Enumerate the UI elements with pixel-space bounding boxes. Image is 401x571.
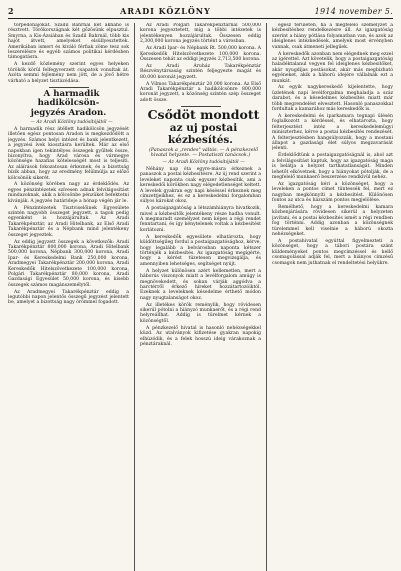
paragraph: A harmadik rész átéllett hadikölcsön jegyzését illetően egész pontosan Aradon is megkezdődött a jegyzés. Számos helyi intézet és bank jelentkezett, a jegyzési ívek kiosztásra kerültek. Már az első napokban igen tekintélyes összegek gyűltek össze, bizonyítva, hogy Arad városa és vármegye közönsége hazafias kötelességét most is teljesíti. Az aláírások fokozatosan érkeznek, és a bizottság bízik abban, hogy az eredmény felülmúlja az előző kölcsönök sikerét.: [8, 126, 129, 181]
paragraph: torpedóhajókat. Szadil Bahrnál két aknahó is résztvett. Törökországnak két gőzösünk elpusztul. Smyrna, a Kis-Ázsiában és Szadil Bahrnál, több kis hajót átvett, amelyeket elsüllyesztettek. Amerikában ismert és kiváló férfiak zöme tesz sok leszerelésre és egyéb számos politikai kérdésben támogatásra.: [8, 23, 129, 61]
columns: [8, 23, 393, 571]
issue-date: 1914 november 5.: [314, 7, 393, 16]
headline-line-2: jegyzés Aradon.: [30, 107, 107, 118]
paragraph: Az eddig jegyzett összegek a következők: Aradi Takarékpénztár 800,000 korona, Aradi Hitelbank 500,000 korona, Népbank 300,000 korona, Aradi Ipar- és Kereskedelmi Bank 250,000 korona, Aradmegyei Takarékpénztár 200,000 korona, Aradi Kereskedők Hitelszövetkezete 100,000 korona, Polgári Takarékpénztár 80,000 korona, Aradi Gazdasági Egyesület 50,000 korona, és kisebb összegek számos magánszemélytől.: [8, 239, 129, 288]
paragraph: A pénzkezelő hivatal is hasonló nehézségekkel küzd. Az utalványok kifizetése gyakran napokig elhúzódik, és a felek hosszú ideig várakoznak a pénztáraknál.: [140, 325, 261, 347]
masthead: [8, 6, 393, 19]
paragraph: A kereskedelmi és iparkamara tegnapi ülésén foglalkozott a kérdéssel, és elhatározta, hogy felterjesztést intéz a kereskedelemügyi miniszterhez, kérve a postai kézbesítés rendezését. A felterjesztésben hangsúlyozzák, hogy a mostani állapot a gazdasági élet súlyos megzavarását jelenti.: [272, 114, 393, 152]
column-3: [272, 23, 393, 571]
paragraph: A Pénzintézetek Tisztviselőinek Egyesülete szintén nagyobb összeget jegyzett, a tagok pedig egyenként is hozzájárultak. Az Aradi Takarékpénztár, az Aradi Hitelbank, az Első Aradi Takarékpénztár és a Népbank mind jelentékeny összeget jegyeztek.: [8, 205, 129, 238]
paragraph: Az Aradi Áruház Takarékpénztár Részvénytársaság szintén feljegyezte magát és 80,000 koronát jegyzett.: [140, 63, 261, 80]
column-rule: [266, 23, 267, 571]
byline: — Az Aradi Közlöny tudósítójától —: [162, 160, 245, 165]
column-rule: [134, 23, 135, 571]
paragraph: A kezdő közlemény szerint egyes helyeken törökök körül felfegyverzett csapatok vonultak át. Azóta semmi fejlemény nem jött, de a jövő hétre várható a helyzet tisztázódása.: [8, 62, 129, 84]
article-divider: [49, 87, 89, 88]
paragraph: A Vilmos Takarékpénztár 20,000 korona. Az Első Aradi Takarékpénztár a hadikölcsönre 800,000 koronát jegyzett, a közönség szintén szép összeget adott össze.: [140, 81, 261, 103]
paragraph: A postaigazgatóság a létszámhiányra hivatkozik, mivel a kézbesítők jelentékeny része hadba vonult. A megmaradt személyzet nem képes a régi rendet fenntartani, és így kénytelenek voltak a kézbesítést korlátozni.: [140, 206, 261, 233]
column-2: [140, 23, 261, 571]
column-1: [8, 23, 129, 571]
paragraph: Az Aradi Polgári Takarékpénztárnál 500,000 korona jegyeztetett, míg a többi intézetek is jelentékenyen hozzájárultak. Összesen eddig 2,300,000 korona jegyzés történt a városban.: [140, 23, 261, 45]
paragraph: A kereskedők azonban nem elégednek meg ezzel az ígérettel. Azt követelik, hogy a postaigazgatóság haladéktalanul vegyen fel ideiglenes kézbesítőket, akár nyugdíjas postásokat, akár más megbízható egyéneket, akik a háború idejére vállalnák ezt a munkát.: [272, 51, 393, 84]
headline-postai-kezbesites: az uj postai kézbesítés.: [168, 122, 238, 146]
paragraph: Az igazgatóság kéri a közönséget, hogy a leveleken a pontos címet tüntessék fel, mert ez nagyban megkönnyíti a kézbesítést. Különösen fontos az utca és házszám pontos megjelölése.: [272, 181, 393, 204]
subheadline: (Panaszok a „rendes" váltás. — A pénzkezelő hivatal helyzete. — Postatiszti tanácsok.): [149, 147, 258, 159]
paragraph: A közönség körében nagy az érdeklődés. Az egyes pénzintézetek szívesen adnak felvilágosítást mindazoknak, akik a kölcsönbe pénzüket befektetni kívánják. A jegyzés határideje a hónap végén jár le.: [8, 182, 129, 204]
paragraph: Az Aradi Ipar- és Népbank Rt. 500,000 korona. A Kereskedők Hitelszövetkezete 100,000 korona. Összesen tehát az eddigi jegyzés 2,713,500 korona.: [140, 46, 261, 62]
headline-line-1: A harmadik hadikölcsön-: [37, 88, 100, 109]
paragraph: Érdeklődtünk a postaigazgatóságnál is, ahol azt a felvilágosítást kaptuk, hogy az igazgatóság maga is belátja a helyzet tarthatatlanságát. Minden lehetőt elkövetnek, hogy a hiányokat pótolják, de a megfelelő munkaerő beszerzése rendkívül nehéz.: [272, 153, 393, 180]
paragraph: Az egyik nagykereskedő kijelentette, hogy üzletének napi levélforgalma meghaladja a száz darabot, és a késedelmes kézbesítés miatt már több megrendelést elvesztett. Hasonló panaszokkal fordultak a kamarához más kereskedők is.: [272, 85, 393, 113]
paragraph: egész területén, ha a megfelelő személyzet a kézbesítéshez rendelkezésre áll. Az igazgatóság szerint a hiány pótlása folyamatban van, és azok az ideiglenes intézkedések, amelyek most érvényben vannak, csak átmeneti jellegűek.: [272, 23, 393, 50]
paragraph: A postahivatal egyúttal figyelmezteti a közönséget, hogy a tábori postára szánt küldeményeket pontos megcímzéssel és kellő csomagolással adják fel, mert a hiányos címzésű csomagok nem juthatnak el rendeltetési helyükre.: [272, 238, 393, 266]
paragraph: A kereskedők egyesülete elhatározta, hogy küldöttségileg fordul a postaigazgatósághoz, kérve, hogy legalább a belvárosban naponta kétszer történjék a kézbesítés. Az igazgatóság megígérte, hogy a kérést tüzetesen megvizsgálja, és amennyiben lehetséges, segítséget nyújt.: [140, 234, 261, 267]
newspaper-title: ARADI KÖZLÖNY: [120, 6, 211, 16]
paragraph: Az illetékes körök reménylik, hogy rövidesen sikerül pótolni a hiányzó munkaerőt, és a régi rend helyreállhat. Addig is türelmet kérnek a közönségtől.: [140, 302, 261, 324]
paragraph: A helyzet különösen azért kellemetlen, mert a háborús viszonyok miatt a levélforgalom amúgy is megnövekedett, és sokan várják aggódva a harctérről érkező híreket hozzátartozóiktól. Ezeknek a leveleknek késedelme érthető módon nagy nyugtalanságot okoz.: [140, 268, 261, 301]
headline-hadikolcson: [8, 90, 129, 119]
byline: — Az Aradi Közlöny tudósítójától —: [30, 119, 113, 125]
headline-csodot-mondott: Csődöt mondott: [147, 107, 260, 123]
paragraph: Remélhető, hogy a kereskedelmi kamara közbenjárására rövidesen sikerül a helyzeten javítani, és a postai kézbesítés ismét a régi rendben fog történni. Addig azonban a közönségnek türelemmel kell viselnie a háború okozta nehézségeket.: [272, 205, 393, 238]
page-number: 2: [8, 6, 14, 16]
paragraph: Néhány nap óta egyre-másra érkeznek a panaszok a postai kézbesítésre. Az új rend szerint a leveleket naponta csak egyszer kézbesítik, ami a kereskedői körökben nagy elégedetlenséget keltett. A levelek gyakran egy napi késéssel érkeznek meg címzettjeikhez, és ez a kereskedelmi forgalomban súlyos károkat okoz.: [140, 166, 261, 205]
paragraph: Az Aradmegyei Takarékpénztár eddig a legutóbbi napon jelentős összegű jegyzést jelentett be, amelyet a bizottság nagy örömmel fogadott.: [8, 289, 129, 306]
